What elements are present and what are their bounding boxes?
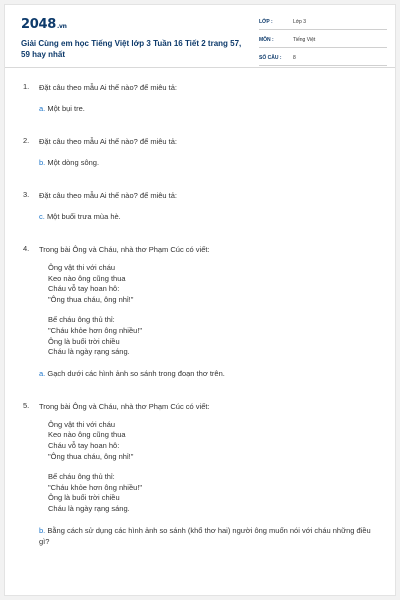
poem-line: Cháu là ngày rạng sáng.: [48, 347, 130, 357]
sub-question-letter: c.: [39, 212, 45, 221]
sub-question-text: Một dòng sông.: [47, 158, 100, 167]
poem-stanza: [48, 315, 375, 357]
question-number: 4.: [23, 244, 30, 253]
poem-line: Bế cháu ông thủ thỉ:: [48, 472, 115, 482]
sub-question-text: Một buổi trưa mùa hè.: [46, 212, 121, 221]
sub-question-letter: a.: [39, 104, 46, 113]
poem-line: "Ông thua cháu, ông nhỉ!": [48, 294, 134, 304]
meta-label: SỐ CÂU :: [259, 55, 282, 61]
meta-row-subject: [259, 33, 387, 48]
meta-row-grade: [259, 15, 387, 30]
poem-stanza: [48, 472, 375, 514]
meta-info: [259, 15, 387, 69]
sub-question-text: Một bụi tre.: [47, 104, 85, 113]
question-item: [23, 190, 375, 222]
question-prompt: Đặt câu theo mẫu Ai thế nào? để miêu tả:: [39, 83, 178, 92]
poem-line: Ông vật thi với cháu: [48, 419, 116, 429]
question-list: [5, 68, 395, 547]
sub-question-letter: b.: [39, 158, 46, 167]
sub-question-text: Gạch dưới các hình ảnh so sánh trong đoạn thơ trên.: [47, 368, 225, 378]
worksheet-page: [4, 4, 396, 596]
question-item: [23, 82, 375, 114]
sub-question: [39, 211, 375, 222]
poem-line: Bế cháu ông thủ thỉ:: [48, 315, 115, 325]
sub-question: [39, 103, 375, 114]
question-prompt: Trong bài Ông và Cháu, nhà thơ Phạm Cúc có viết:: [39, 245, 210, 254]
meta-label: LỚP :: [259, 19, 273, 25]
sub-question-text: Bằng cách sử dụng các hình ảnh so sánh (khổ thơ hai) người ông muốn nói với cháu những điều gì?: [39, 525, 371, 546]
poem: [48, 420, 375, 515]
meta-row-count: [259, 51, 387, 66]
poem-line: Ông vật thi với cháu: [48, 263, 116, 272]
worksheet-header: [5, 5, 395, 68]
poem-line: Ông là buổi trời chiều: [48, 493, 120, 503]
poem-line: "Cháu khỏe hơn ông nhiều!": [48, 325, 143, 335]
sub-question: [39, 525, 375, 547]
sub-question-letter: a.: [39, 368, 46, 378]
question-item: [23, 244, 375, 379]
question-number: 1.: [23, 82, 30, 91]
poem-line: "Ông thua cháu, ông nhỉ!": [48, 451, 134, 461]
meta-value: Lớp 3: [293, 19, 307, 25]
poem-stanza: [48, 263, 375, 305]
poem-stanza: [48, 420, 375, 462]
question-item: [23, 401, 375, 547]
poem: [48, 263, 375, 358]
meta-value: Tiếng Việt: [293, 37, 316, 43]
question-prompt: Trong bài Ông và Cháu, nhà thơ Phạm Cúc có viết:: [39, 401, 210, 411]
meta-value: 8: [293, 55, 296, 61]
question-number: 3.: [23, 190, 30, 199]
meta-label: MÔN :: [259, 37, 274, 43]
document-title: Giải Cùng em học Tiếng Việt lớp 3 Tuần 16 Tiết 2 trang 57, 59 hay nhất: [21, 39, 242, 59]
poem-line: Cháu vỗ tay hoan hô:: [48, 284, 120, 294]
poem-line: "Cháu khỏe hơn ông nhiều!": [48, 482, 143, 492]
question-number: 5.: [23, 400, 30, 410]
poem-line: Ông là buổi trời chiều: [48, 336, 120, 346]
question-prompt: Đặt câu theo mẫu Ai thế nào? để miêu tả:: [39, 191, 178, 200]
site-logo[interactable]: 2048.vn: [21, 17, 67, 32]
sub-question-letter: b.: [39, 525, 46, 535]
sub-question: [39, 157, 375, 168]
poem-line: Cháu vỗ tay hoan hô:: [48, 440, 120, 450]
poem-line: Keo nào ông cũng thua: [48, 273, 126, 283]
sub-question: [39, 368, 375, 379]
poem-line: Cháu là ngày rạng sáng.: [48, 503, 130, 513]
question-prompt: Đặt câu theo mẫu Ai thế nào? để miêu tả:: [39, 137, 178, 146]
poem-line: Keo nào ông cũng thua: [48, 430, 126, 440]
question-item: [23, 136, 375, 168]
question-number: 2.: [23, 136, 30, 145]
